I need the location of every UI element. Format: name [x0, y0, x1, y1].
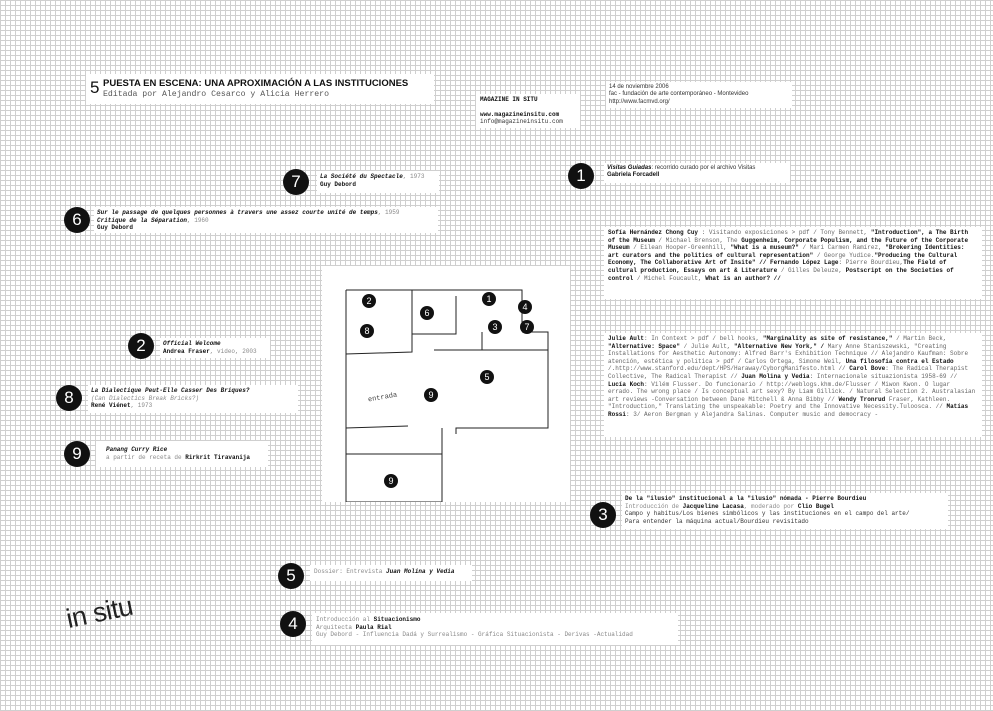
event-date: 14 de noviembre 2006 — [609, 84, 669, 90]
item-9-box — [96, 441, 268, 467]
number-1-badge: 1 — [568, 163, 594, 189]
sofia-title-4: "Brokering Identities: art curators and the politics of cultural representation" — [608, 244, 965, 259]
sofia-text-7: / Gilles Deleuze, — [777, 266, 846, 274]
sofia-text-2: / Michael Brenson, The — [654, 236, 742, 244]
map-marker-9b: 9 — [384, 474, 398, 488]
sofia-title-7: Postscript on the Societies of control — [608, 266, 954, 282]
map-marker-4: 4 — [518, 300, 532, 314]
map-marker-9a: 9 — [424, 388, 438, 402]
item-8-title: La Dialectique Peut-Elle Casser Des Briques? — [91, 387, 250, 394]
julie-title-5: Carol Bove — [849, 365, 886, 373]
map-marker-5: 5 — [480, 370, 494, 384]
sofia-title-6: The Field of cultural production, Essays on art & Literature — [608, 259, 947, 274]
item-2-author: Andrea Fraser — [163, 347, 210, 355]
map-marker-8: 8 — [360, 324, 374, 338]
item-2-title: Official Welcome — [163, 340, 221, 347]
julie-text-6: : The Radical Therapist Collective, The Radical Therapist // — [608, 365, 969, 380]
julie-title-1: "Marginality as site of resistance," — [762, 335, 893, 342]
julie-text-9: Fraser, Kathleen. "Introduction," Translating the unspeakable: Poetry and the Innovative Necessity.Tuloosca. // — [608, 395, 951, 411]
item-6-title2: Critique de la Séparation — [97, 216, 188, 224]
item-4-topic: Situacionismo — [373, 616, 421, 623]
sofia-text-4: / Mari Carmen Ramírez, — [798, 244, 886, 252]
item-1-text: : recorrido curado por el archivo Visitas — [651, 165, 756, 171]
item-8-box — [88, 385, 298, 413]
item-7-author: Guy Debord — [320, 180, 357, 188]
item-6-author: Guy Debord — [97, 224, 134, 232]
sofia-box — [604, 227, 982, 299]
floor-plan — [322, 266, 570, 502]
sofia-text-5: / George Yudice. — [813, 251, 875, 259]
item-9-title: Panang Curry Rice — [106, 446, 168, 453]
item-5-text: Dossier: Entrevista — [314, 568, 387, 575]
entrance-label: entrada — [367, 391, 398, 405]
julie-box — [604, 333, 982, 437]
header-box — [86, 74, 434, 104]
sofia-title-5: "Producing the Cultural Economy, The Collaborative Art of Insite" // Fernando López Lage — [608, 251, 958, 267]
number-3-badge: 3 — [590, 502, 616, 528]
julie-title-8: Wendy Tronrud — [838, 395, 886, 403]
event-url[interactable]: http://www.facmvd.org/ — [609, 98, 670, 105]
event-box — [606, 82, 792, 108]
sofia-title-3: "What is a museum?" — [730, 244, 799, 252]
julie-name: Julie Ault — [608, 335, 645, 342]
item-8-year: , 1973 — [130, 402, 153, 410]
issue-editors: Editada por Alejandro Cesarco y Alicia Herrero — [103, 90, 330, 99]
item-4-box — [312, 613, 678, 645]
item-8-author: René Viénet — [91, 402, 131, 410]
item-4-line3: Guy Debord - Influencia Dadá y Surrealismo - Gráfica Situacionista - Derivas -Actualidad — [316, 631, 633, 639]
number-6-badge: 6 — [64, 207, 90, 233]
sofia-title-2: Guggenheim, Corporate Populism, and the Future of the Corporate Museum — [608, 236, 969, 252]
item-6-title: Sur le passage de quelques personnes à travers une assez courte unité de temps — [97, 209, 378, 216]
floor-plan-drawing — [322, 266, 570, 502]
julie-text-3: / Julie Ault, — [680, 342, 735, 350]
item-3-box — [622, 493, 948, 529]
map-marker-2: 2 — [362, 294, 376, 308]
map-marker-1: 1 — [482, 292, 496, 306]
julie-text-5: /.http://www.stanford.edu/dept/HPS/Haraway/CyborgManifesto.html // — [608, 365, 850, 373]
number-8-badge: 8 — [56, 385, 82, 411]
item-3-mod-name: Clio Bugel — [797, 502, 834, 510]
julie-title-9: Matías Rossi — [608, 403, 969, 418]
item-9-author: Rirkrit Tiravanija — [185, 453, 251, 461]
item-1-author: Gabriela Forcadell — [607, 172, 660, 179]
item-7-box — [317, 171, 439, 193]
sofia-text-3: / Eilean Hooper-Greenhill, — [629, 244, 731, 252]
julie-text-2: / Martin Beck, — [892, 335, 947, 342]
item-4-arch-name: Paula Rial — [355, 623, 392, 631]
item-1-box — [604, 163, 790, 183]
sofia-text-1: : Visitando exposiciones > pdf / Tony Bennett, — [698, 229, 871, 236]
item-1-title: Visitas Guiadas — [607, 165, 652, 171]
map-marker-7: 7 — [520, 320, 534, 334]
sofia-text-6: : Pierre Bourdieu, — [838, 259, 904, 267]
julie-text-1: : In Context > pdf / bell hooks, — [644, 335, 763, 342]
number-9-badge: 9 — [64, 441, 90, 467]
item-4-arch: Arquitecta — [316, 623, 356, 631]
item-2-box — [160, 338, 270, 358]
map-marker-3: 3 — [488, 320, 502, 334]
julie-title-2: "Alternative: Space" — [608, 342, 681, 350]
julie-title-7: Lucía Koch — [608, 380, 645, 388]
item-5-name: Juan Molina y Vedia — [386, 568, 455, 575]
item-9-rest: a partir de receta de — [106, 453, 186, 461]
map-marker-6: 6 — [420, 306, 434, 320]
item-3-line2: Campo y habitus/Los bienes simbólicos y las instituciones en el campo del arte/ — [625, 510, 910, 518]
sofia-text-8: / Michel Foucault, — [633, 274, 706, 282]
magazine-name: MAGAZINE IN SITU — [480, 96, 538, 103]
item-7-title: La Société du Spectacle — [320, 173, 403, 180]
item-3-line3: Para entender la máquina actual/Bourdieu revisitado — [625, 517, 809, 525]
item-4-intro: Introducción al — [316, 616, 374, 623]
julie-title-6: Juan Molina y Vedia — [741, 372, 810, 380]
item-6-box — [94, 207, 438, 233]
julie-text-10: : 3/ Aeron Bergman y Alejandra Salinas. Computer music and democracy - — [626, 410, 879, 418]
item-3-title: De la "ilusio" institucional a la "ilusio" nómada - Pierre Bourdieu — [625, 495, 867, 502]
issue-number: 5 — [90, 78, 100, 97]
julie-title-4: Una filosofía contra el Estado — [845, 357, 954, 365]
item-3-mod: , moderado por — [743, 502, 798, 510]
sofia-name: Sofía Hernández Chong Cuy — [608, 229, 699, 236]
sofia-title-1: "Introduction", a The Birth of the Museum — [608, 229, 969, 244]
item-6-year: , 1959 — [377, 209, 400, 216]
number-4-badge: 4 — [280, 611, 306, 637]
item-5-box — [310, 565, 472, 581]
julie-text-4: Mary Anne Staniszewski, "Creating Installations for Aesthetic Autonomy: Alfred Barr's Exhibition Technique // Alejandro Kaufman: Sobre atención, estética y política > pdf / Carlos Ortega, Simone Weil, — [608, 342, 969, 365]
julie-title-3: "Alternative New York," / — [734, 342, 825, 350]
number-7-badge: 7 — [283, 169, 309, 195]
item-6-year2: , 1960 — [187, 216, 209, 224]
item-2-rest: , video, 2003 — [209, 347, 257, 355]
item-3-intro: Introducción de — [625, 502, 683, 510]
sofia-title-8: What is an author? // — [705, 274, 781, 282]
item-3-intro-name: Jacqueline Lacasa — [682, 502, 744, 510]
julie-text-7: : Internacionale situazionista 1958-69 // — [809, 372, 958, 380]
item-7-year: , 1973 — [402, 173, 425, 180]
magazine-email[interactable]: info@magazineinsitu.com — [480, 118, 563, 126]
issue-title: PUESTA EN ESCENA: UNA APROXIMACIÓN A LAS INSTITUCIONES — [103, 78, 409, 89]
julie-text-8: : Vilém Flusser. Do funcionario / http://weblogs.khm.de/Flusser / Miwon Kwon. O lugar errado. The wrong place / Is conceptual art sexy? By Liam Gillick. / Natural Selection 2. Australasian art reviews -Conversation between Dane Mitchell & Anna Bibby // — [608, 380, 976, 403]
number-2-badge: 2 — [128, 333, 154, 359]
number-5-badge: 5 — [278, 563, 304, 589]
event-venue: fac - fundación de arte contemporáneo - Montevideo — [609, 91, 749, 98]
item-8-subtitle: (Can Dialectics Break Bricks?) — [91, 394, 200, 402]
magazine-url[interactable]: www.magazineinsitu.com — [480, 110, 560, 118]
in-situ-logo: in situ — [63, 590, 136, 635]
magazine-box — [476, 94, 580, 128]
